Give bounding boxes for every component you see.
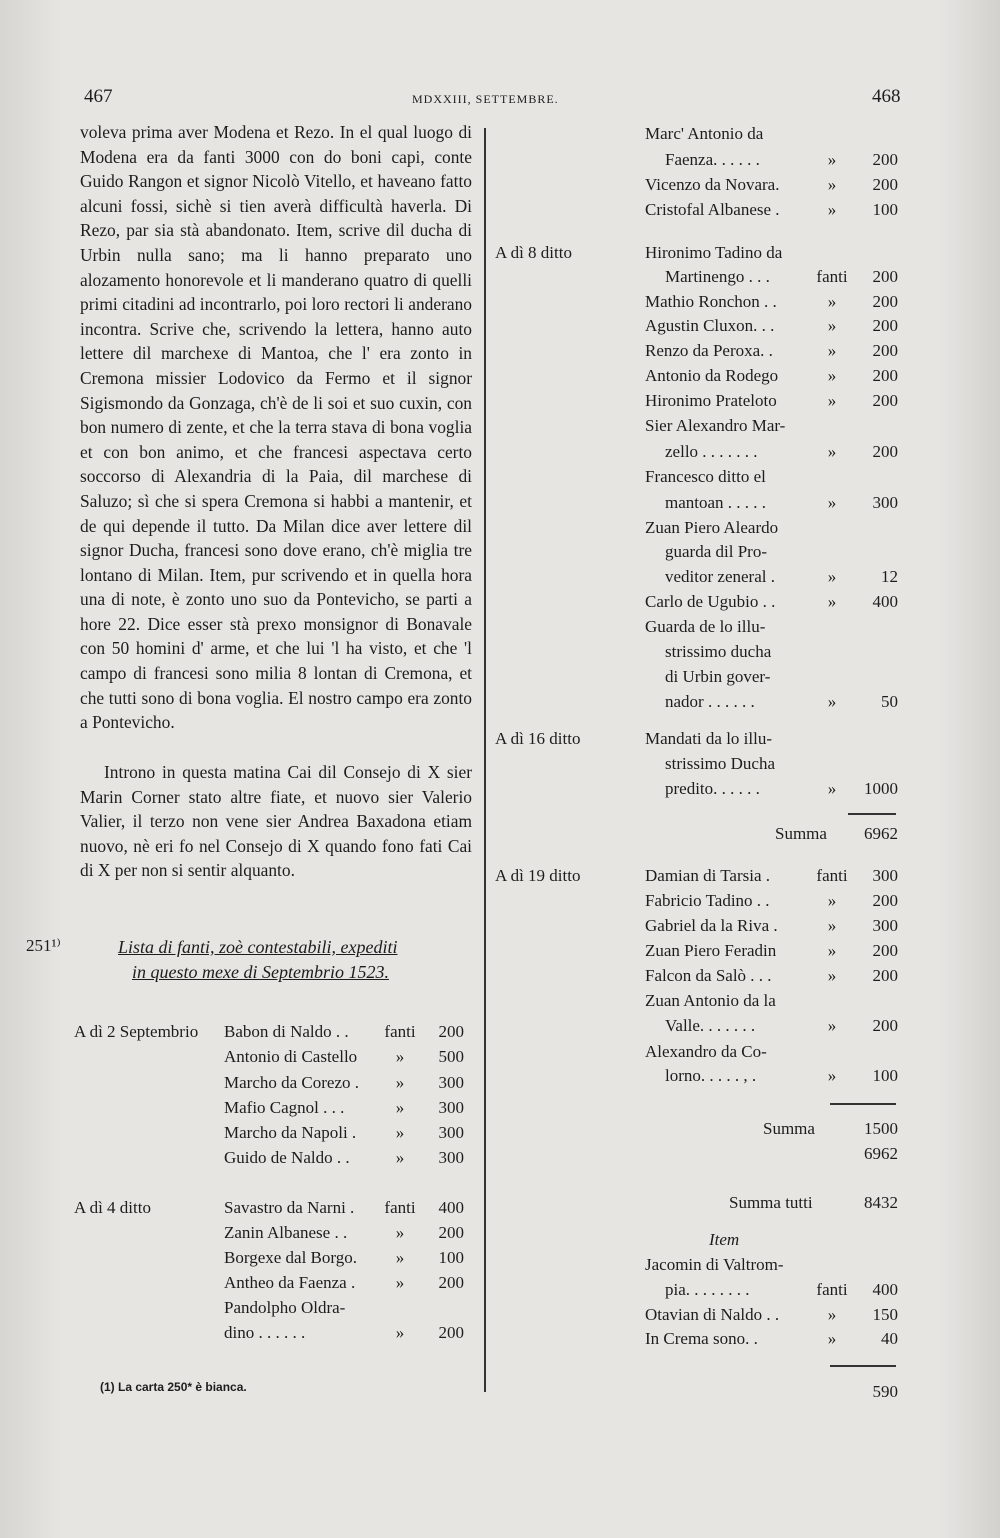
entry-unit: »: [827, 442, 837, 461]
entry-value: 300: [438, 1073, 464, 1092]
entry-name: Renzo da Peroxa. .: [645, 341, 773, 360]
paragraph-1: voleva prima aver Modena et Rezo. In el qual luogo di Modena era da fanti 3000 con do boni capi, conte Guido Rangon et signor Nicolò Vitello, et haveano fatto alcuni fossi, sichè si tien averà difficultà haverla. Di Rezo, par sia stà abandonato. Item, scrive dil ducha di Urbin nulla sano; ma li hanno preparato uno alozamento honorevole et li manderano quatro di quelli primi citadini ad incontrarlo, poi loro rectori li anderano incontra. Scrive che, scrivendo la lettera, hanno auto lettere dil marchexe di Mantoa, che l' era zonto in Cremona missier Lodovico da Fermo et il signor Sigismondo da Gonzaga, ch'è de li soi et suo cuxin, con bon numero di zente, et che la terra stava di bona voglia et con bon animo, et che francesi aspectava certo soccorso di Alexandria di la Paia, dil marchese di Saluzo; sì che si spera Cremona si habbi a mantenir, et de qui depende il tutto. Da Milan dice aver lettere dil signor Ducha, francesi sono dove erano, ch'è miglia tre lontano di Milan. Item, pur scrivendo et in quella hora una di note, è zonto uno suo da Pontevicho, se parti a hore 22. Dice esser stà prexo monsignor di Bonavale con 50 homini d' arme, et che lui 'l ha visto, et che 'l campo di francesi sono milia 8 lontan di Cremona, et che tutti sono di bona voglia. El nostro campo era zonto a Pontevicho.: [80, 122, 472, 733]
entry-name: Gabriel da la Riva .: [645, 916, 778, 935]
entry-name: veditor zeneral .: [665, 567, 775, 586]
entry-name: Summa: [775, 824, 827, 843]
entry-value: 200: [872, 150, 898, 169]
entry-value: 200: [872, 966, 898, 985]
entry-unit: »: [827, 916, 837, 935]
entry-value: 200: [872, 175, 898, 194]
entry-unit: »: [827, 493, 837, 512]
entry-unit: »: [395, 1073, 405, 1092]
entry-name: Francesco ditto el: [645, 467, 766, 486]
entry-name: Savastro da Narni .: [224, 1198, 355, 1217]
entry-unit: fanti: [816, 866, 848, 885]
entry-name: zello . . . . . . .: [665, 442, 758, 461]
entry-name: Fabricio Tadino . .: [645, 891, 770, 910]
entry-value: 300: [438, 1123, 464, 1142]
entry-name: strissimo ducha: [665, 642, 772, 661]
entry-value: 200: [872, 341, 898, 360]
entry-name: Otavian di Naldo . .: [645, 1305, 780, 1324]
entry-value: 300: [872, 916, 898, 935]
entry-value: 300: [872, 866, 898, 885]
entry-unit: »: [827, 200, 837, 219]
entry-unit: »: [827, 366, 837, 385]
entry-name: Mafio Cagnol . . .: [224, 1098, 345, 1117]
entry-name: Vicenzo da Novara.: [645, 175, 780, 194]
entry-name: Hironimo Tadino da: [645, 243, 783, 262]
entry-unit: »: [395, 1273, 405, 1292]
entry-value: 500: [438, 1047, 464, 1066]
entry-value: 200: [438, 1323, 464, 1342]
entry-value: 200: [872, 267, 898, 286]
entry-unit: »: [827, 391, 837, 410]
entry-value: 200: [438, 1022, 464, 1041]
entry-name: Zuan Piero Feradin: [645, 941, 777, 960]
page-number-right: 468: [872, 86, 901, 107]
entry-value: 300: [438, 1098, 464, 1117]
entry-unit: fanti: [816, 1280, 848, 1299]
entry-name: Faenza. . . . . .: [665, 150, 760, 169]
entry-name: nador . . . . . .: [665, 692, 755, 711]
sum-rule: [848, 813, 896, 815]
entry-value: 1000: [864, 779, 898, 798]
paragraph-2: Introno in questa matina Cai dil Consejo di X sier Marin Corner stato altre fiate, et nuovo sier Valerio Valier, il terzo non vene sier Andrea Baxadona etiam nuovo, nè eri fo nel Consejo di X quando fono fati Cai di X per non si sentir alquanto.: [80, 762, 472, 881]
entry-name: Valle. . . . . . .: [665, 1016, 756, 1035]
entry-name: Zuan Antonio da la: [645, 991, 776, 1010]
entry-unit: »: [827, 316, 837, 335]
entry-value: 6962: [864, 1144, 898, 1163]
entry-value: 100: [438, 1248, 464, 1267]
entry-unit: »: [395, 1123, 405, 1142]
entry-name: guarda dil Pro-: [665, 542, 767, 561]
entry-name: Guido de Naldo . .: [224, 1148, 350, 1167]
entry-unit: »: [827, 1329, 837, 1348]
entry-name: Alexandro da Co-: [645, 1042, 767, 1061]
entry-name: Damian di Tarsia .: [645, 866, 771, 885]
entry-value: 300: [438, 1148, 464, 1167]
entry-value: 590: [872, 1382, 898, 1401]
entry-date: A dì 4 ditto: [74, 1198, 151, 1217]
entry-unit: fanti: [816, 267, 848, 286]
entry-name: predito. . . . . .: [665, 779, 760, 798]
entry-value: 200: [438, 1273, 464, 1292]
page-number-left: 467: [84, 86, 113, 107]
entry-unit: »: [827, 966, 837, 985]
entry-date: A dì 8 ditto: [495, 243, 572, 262]
entry-unit: »: [827, 567, 837, 586]
entry-value: 100: [872, 200, 898, 219]
entry-value: 400: [872, 1280, 898, 1299]
entry-unit: »: [827, 1305, 837, 1324]
entry-name: Antheo da Faenza .: [224, 1273, 356, 1292]
entry-unit: »: [827, 891, 837, 910]
entry-date: A dì 16 ditto: [495, 729, 581, 748]
entry-value: 200: [872, 391, 898, 410]
entry-name: mantoan . . . . .: [665, 493, 767, 512]
entry-name: pia. . . . . . . .: [665, 1280, 750, 1299]
entry-name: Zuan Piero Aleardo: [645, 518, 779, 537]
entry-value: 200: [872, 941, 898, 960]
entry-value: 200: [872, 316, 898, 335]
entry-name: Guarda de lo illu-: [645, 617, 766, 636]
entry-name: Item: [709, 1230, 740, 1249]
entry-name: lorno. . . . . , .: [665, 1066, 757, 1085]
entry-name: Marcho da Corezo .: [224, 1073, 360, 1092]
entry-value: 300: [872, 493, 898, 512]
entry-value: 1500: [864, 1119, 898, 1138]
entry-unit: »: [395, 1323, 405, 1342]
list-heading: [118, 935, 458, 985]
entry-name: Falcon da Salò . . .: [645, 966, 772, 985]
left-column-text: [80, 120, 472, 883]
entry-name: di Urbin gover-: [665, 667, 771, 686]
entry-unit: fanti: [384, 1198, 416, 1217]
entry-value: 12: [881, 567, 898, 586]
entry-unit: »: [395, 1148, 405, 1167]
entry-value: 150: [872, 1305, 898, 1324]
entry-name: Summa tutti: [729, 1193, 813, 1212]
list-number: 251¹⁾: [26, 936, 61, 955]
entry-unit: »: [827, 692, 837, 711]
footnote: (1) La carta 250* è bianca.: [100, 1380, 247, 1394]
entry-name: Cristofal Albanese .: [645, 200, 780, 219]
entry-name: Mandati da lo illu-: [645, 729, 773, 748]
entry-value: 400: [438, 1198, 464, 1217]
entry-name: Martinengo . . .: [665, 267, 770, 286]
entry-unit: »: [827, 175, 837, 194]
entry-unit: »: [827, 941, 837, 960]
entry-name: strissimo Ducha: [665, 754, 776, 773]
entry-unit: »: [395, 1223, 405, 1242]
entry-unit: »: [395, 1047, 405, 1066]
entry-value: 200: [872, 891, 898, 910]
entry-name: Carlo de Ugubio . .: [645, 592, 776, 611]
entry-unit: »: [395, 1098, 405, 1117]
entry-value: 100: [872, 1066, 898, 1085]
entry-value: 400: [872, 592, 898, 611]
entry-name: Antonio da Rodego: [645, 366, 779, 385]
entry-value: 200: [438, 1223, 464, 1242]
entry-unit: »: [395, 1248, 405, 1267]
entry-unit: fanti: [384, 1022, 416, 1041]
entry-name: dino . . . . . .: [224, 1323, 306, 1342]
entry-value: 200: [872, 366, 898, 385]
entry-value: 40: [881, 1329, 898, 1348]
entry-unit: »: [827, 1066, 837, 1085]
entry-value: 8432: [864, 1193, 898, 1212]
entry-date: A dì 19 ditto: [495, 866, 581, 885]
sum-rule: [830, 1103, 896, 1105]
entry-value: 200: [872, 1016, 898, 1035]
entry-name: Zanin Albanese . .: [224, 1223, 348, 1242]
list-heading-line2: in questo mexe di Septembrio 1523.: [132, 962, 389, 982]
entry-name: Mathio Ronchon . .: [645, 292, 777, 311]
entry-unit: »: [827, 1016, 837, 1035]
sum-rule: [830, 1365, 896, 1367]
entry-name: Marcho da Napoli .: [224, 1123, 357, 1142]
list-heading-line1: Lista di fanti, zoè contestabili, expediti: [118, 937, 398, 957]
entry-value: 200: [872, 292, 898, 311]
entry-unit: »: [827, 150, 837, 169]
entry-name: Hironimo Prateloto: [645, 391, 777, 410]
entry-unit: »: [827, 292, 837, 311]
entry-name: Jacomin di Valtrom-: [645, 1255, 784, 1274]
column-divider: [484, 128, 486, 1392]
entry-name: Pandolpho Oldra-: [224, 1298, 346, 1317]
running-title: MDXXIII, SETTEMBRE.: [412, 92, 559, 106]
entry-value: 6962: [864, 824, 898, 843]
entry-name: In Crema sono. .: [645, 1329, 758, 1348]
entry-unit: »: [827, 779, 837, 798]
entry-name: Borgexe dal Borgo.: [224, 1248, 357, 1267]
entry-name: Summa: [763, 1119, 815, 1138]
entry-name: Antonio di Castello: [224, 1047, 358, 1066]
entry-unit: »: [827, 341, 837, 360]
entry-date: A dì 2 Septembrio: [74, 1022, 199, 1041]
entry-name: Babon di Naldo . .: [224, 1022, 349, 1041]
entry-name: Agustin Cluxon. . .: [645, 316, 775, 335]
entry-value: 200: [872, 442, 898, 461]
entry-name: Sier Alexandro Mar-: [645, 416, 786, 435]
entry-name: Marc' Antonio da: [645, 124, 764, 143]
entry-unit: »: [827, 592, 837, 611]
entry-value: 50: [881, 692, 898, 711]
